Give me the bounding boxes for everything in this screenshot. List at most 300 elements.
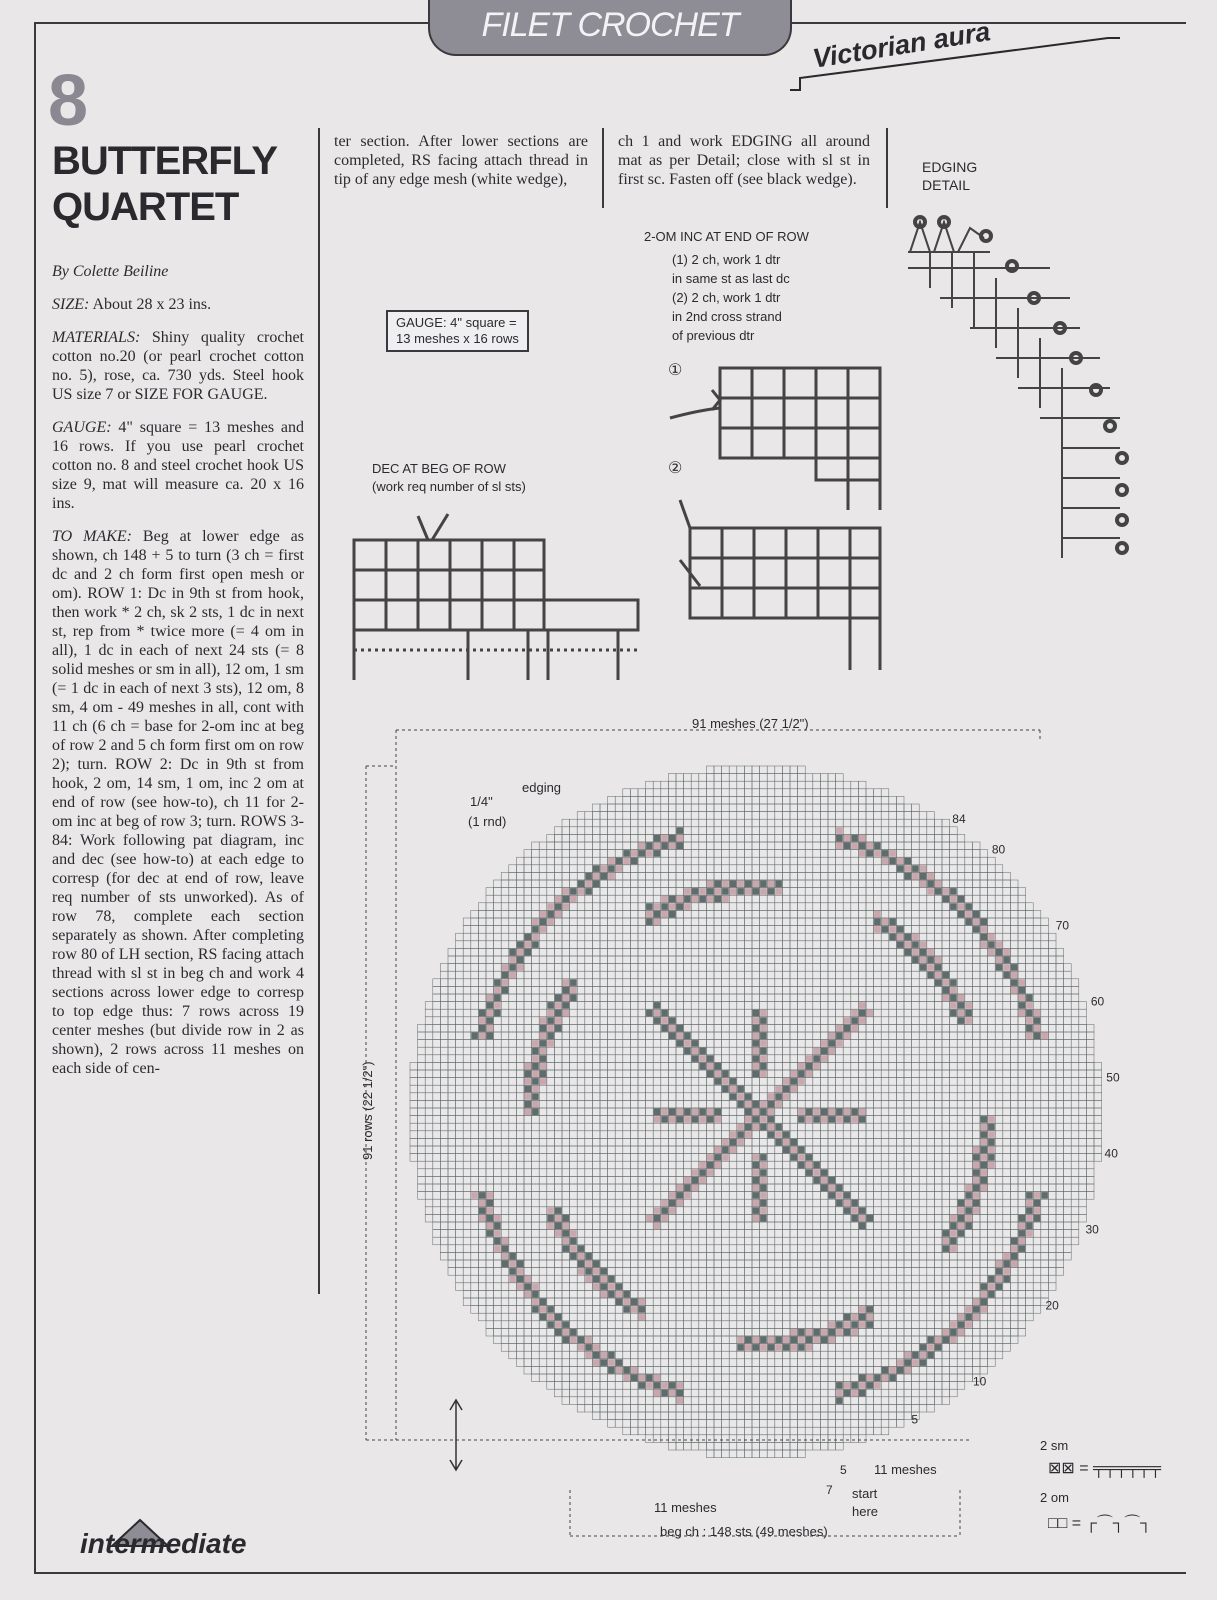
mesh-cell: [585, 842, 593, 850]
mesh-cell: [752, 796, 760, 804]
mesh-cell: [942, 1002, 950, 1010]
mesh-cell: [1033, 1222, 1041, 1230]
mesh-cell: [729, 1002, 737, 1010]
mesh-cell: [1086, 1100, 1094, 1108]
mesh-cell: [995, 1100, 1003, 1108]
mesh-cell: [843, 781, 851, 789]
mesh-cell: [820, 994, 828, 1002]
mesh-cell: [790, 1093, 798, 1101]
mesh-cell: [828, 1070, 836, 1078]
mesh-cell: [950, 1032, 958, 1040]
mesh-cell: [965, 1070, 973, 1078]
mesh-cell: [904, 956, 912, 964]
mesh-cell: [630, 842, 638, 850]
mesh-cell: [828, 1131, 836, 1139]
mesh-cell: [896, 979, 904, 987]
mesh-cell: [874, 895, 882, 903]
mesh-cell: [615, 1062, 623, 1070]
mesh-cell: [608, 926, 616, 934]
mesh-cell: [1048, 933, 1056, 941]
mesh-cell: [896, 1131, 904, 1139]
mesh-cell: [478, 1252, 486, 1260]
mesh-cell: [494, 910, 502, 918]
mesh-cell: [676, 1070, 684, 1078]
mesh-cell: [942, 1146, 950, 1154]
mesh-cell: [995, 1032, 1003, 1040]
mesh-cell: [729, 971, 737, 979]
mesh-cell: [1003, 1116, 1011, 1124]
mesh-cell: [881, 1199, 889, 1207]
mesh-cell: [486, 1085, 494, 1093]
mesh-cell: [478, 1131, 486, 1139]
mesh-cell: [577, 812, 585, 820]
mesh-cell: [456, 1245, 464, 1253]
mesh-cell: [722, 956, 730, 964]
mesh-cell: [919, 979, 927, 987]
mesh-cell: [691, 926, 699, 934]
mesh-cell: [995, 1108, 1003, 1116]
mesh-cell: [904, 1192, 912, 1200]
mesh-cell: [463, 971, 471, 979]
mesh-cell: [668, 1100, 676, 1108]
mesh-cell: [425, 1123, 433, 1131]
mesh-cell: [600, 812, 608, 820]
mesh-cell: [433, 979, 441, 987]
mesh-cell: [798, 1237, 806, 1245]
gauge-box: [386, 310, 529, 352]
mesh-cell: [828, 971, 836, 979]
mesh-cell: [912, 827, 920, 835]
mesh-cell: [858, 1040, 866, 1048]
mesh-cell: [919, 1245, 927, 1253]
mesh-cell: [676, 1176, 684, 1184]
mesh-cell: [661, 1138, 669, 1146]
mesh-cell: [820, 1252, 828, 1260]
mesh-cell: [836, 1085, 844, 1093]
mesh-cell: [661, 880, 669, 888]
mesh-cell: [577, 819, 585, 827]
mesh-cell: [1064, 1169, 1072, 1177]
mesh-cell: [494, 1116, 502, 1124]
mesh-cell: [486, 1040, 494, 1048]
mesh-cell: [934, 1032, 942, 1040]
mesh-cell: [570, 857, 578, 865]
mesh-cell: [1010, 1230, 1018, 1238]
mesh-cell: [775, 1146, 783, 1154]
mesh-cell: [600, 1093, 608, 1101]
mesh-cell: [646, 1123, 654, 1131]
mesh-cell: [744, 781, 752, 789]
mesh-cell: [889, 1184, 897, 1192]
mesh-cell: [691, 796, 699, 804]
mesh-cell: [501, 1070, 509, 1078]
mesh-cell: [623, 872, 631, 880]
mesh-cell: [706, 842, 714, 850]
mesh-cell: [828, 1100, 836, 1108]
mesh-cell: [828, 781, 836, 789]
mesh-cell: [478, 964, 486, 972]
mesh-cell: [539, 941, 547, 949]
mesh-cell: [980, 1040, 988, 1048]
mesh-cell: [638, 1100, 646, 1108]
mesh-cell: [972, 1040, 980, 1048]
mesh-cell: [661, 926, 669, 934]
mesh-cell: [965, 986, 973, 994]
mesh-cell: [448, 1078, 456, 1086]
mesh-cell: [699, 834, 707, 842]
mesh-cell: [889, 1108, 897, 1116]
mesh-cell: [919, 827, 927, 835]
mesh-cell: [509, 880, 517, 888]
mesh-cell: [927, 812, 935, 820]
mesh-cell: [813, 1222, 821, 1230]
mesh-cell: [820, 1024, 828, 1032]
mesh-cell: [1056, 1055, 1064, 1063]
mesh-cell: [775, 789, 783, 797]
mesh-cell: [896, 1093, 904, 1101]
mesh-cell: [653, 1252, 661, 1260]
mesh-cell: [972, 1002, 980, 1010]
mesh-cell: [668, 1184, 676, 1192]
mesh-cell: [919, 994, 927, 1002]
mesh-cell: [1056, 1116, 1064, 1124]
mesh-cell: [516, 1199, 524, 1207]
mesh-cell: [676, 796, 684, 804]
mesh-cell: [790, 789, 798, 797]
mesh-cell: [646, 1230, 654, 1238]
mesh-cell: [714, 796, 722, 804]
mesh-cell: [638, 986, 646, 994]
mesh-cell: [577, 1123, 585, 1131]
mesh-cell: [425, 1032, 433, 1040]
mesh-cell: [516, 857, 524, 865]
mesh-cell: [798, 956, 806, 964]
mesh-cell: [1033, 994, 1041, 1002]
mesh-cell: [881, 1154, 889, 1162]
mesh-cell: [706, 850, 714, 858]
mesh-cell: [813, 888, 821, 896]
mesh-cell: [737, 1078, 745, 1086]
mesh-cell: [950, 933, 958, 941]
mesh-cell: [661, 1252, 669, 1260]
mesh-cell: [1041, 1169, 1049, 1177]
mesh-cell: [889, 1017, 897, 1025]
mesh-cell: [782, 796, 790, 804]
mesh-cell: [881, 1237, 889, 1245]
mesh-cell: [950, 1176, 958, 1184]
mesh-cell: [433, 1237, 441, 1245]
mesh-cell: [805, 926, 813, 934]
mesh-cell: [912, 1146, 920, 1154]
mesh-cell: [509, 910, 517, 918]
mesh-cell: [684, 834, 692, 842]
mesh-cell: [706, 804, 714, 812]
mesh-cell: [995, 986, 1003, 994]
mesh-cell: [592, 888, 600, 896]
mesh-cell: [836, 1017, 844, 1025]
mesh-cell: [775, 979, 783, 987]
mesh-cell: [767, 979, 775, 987]
mesh-cell: [934, 1100, 942, 1108]
mesh-cell: [562, 910, 570, 918]
mesh-cell: [722, 1237, 730, 1245]
mesh-cell: [684, 1154, 692, 1162]
mesh-cell: [554, 1108, 562, 1116]
mesh-cell: [927, 865, 935, 873]
mesh-cell: [646, 789, 654, 797]
mesh-cell: [1056, 1154, 1064, 1162]
mesh-cell: [577, 1070, 585, 1078]
mesh-cell: [570, 1199, 578, 1207]
mesh-cell: [684, 1245, 692, 1253]
mesh-cell: [608, 1055, 616, 1063]
mesh-cell: [820, 857, 828, 865]
mesh-cell: [1003, 1070, 1011, 1078]
mesh-cell: [927, 857, 935, 865]
mesh-cell: [722, 1062, 730, 1070]
mesh-cell: [418, 1055, 426, 1063]
mesh-cell: [896, 1237, 904, 1245]
mesh-cell: [782, 789, 790, 797]
mesh-cell: [805, 1032, 813, 1040]
mesh-cell: [1041, 1047, 1049, 1055]
mesh-cell: [456, 1138, 464, 1146]
mesh-cell: [866, 1017, 874, 1025]
mesh-cell: [934, 1070, 942, 1078]
mesh-cell: [988, 1230, 996, 1238]
mesh-cell: [532, 1154, 540, 1162]
mesh-cell: [653, 979, 661, 987]
mesh-cell: [972, 1123, 980, 1131]
mesh-cell: [942, 1055, 950, 1063]
mesh-cell: [676, 850, 684, 858]
mesh-cell: [775, 948, 783, 956]
mesh-cell: [653, 1070, 661, 1078]
mesh-cell: [448, 948, 456, 956]
mesh-cell: [980, 1245, 988, 1253]
mesh-cell: [942, 1017, 950, 1025]
mesh-cell: [737, 834, 745, 842]
mesh-cell: [1003, 888, 1011, 896]
mesh-cell: [1071, 1108, 1079, 1116]
mesh-cell: [433, 1002, 441, 1010]
mesh-cell: [1064, 1040, 1072, 1048]
mesh-cell: [600, 1009, 608, 1017]
mesh-cell: [440, 1237, 448, 1245]
mesh-cell: [532, 842, 540, 850]
mesh-cell: [1003, 1169, 1011, 1177]
mesh-cell: [448, 956, 456, 964]
mesh-cell: [805, 994, 813, 1002]
mesh-cell: [577, 1207, 585, 1215]
mesh-cell: [471, 1093, 479, 1101]
mesh-cell: [456, 1040, 464, 1048]
mesh-cell: [851, 1222, 859, 1230]
mesh-cell: [828, 1207, 836, 1215]
mesh-cell: [585, 1085, 593, 1093]
mesh-cell: [828, 1009, 836, 1017]
mesh-cell: [471, 1214, 479, 1222]
mesh-cell: [934, 850, 942, 858]
mesh-cell: [874, 1108, 882, 1116]
mesh-cell: [843, 1237, 851, 1245]
mesh-cell: [836, 1176, 844, 1184]
mesh-cell: [1041, 926, 1049, 934]
mesh-cell: [843, 1222, 851, 1230]
mesh-cell: [798, 819, 806, 827]
mesh-cell: [486, 1161, 494, 1169]
mesh-cell: [858, 994, 866, 1002]
mesh-cell: [1079, 1108, 1087, 1116]
section-header: FILET CROCHET: [428, 0, 792, 56]
mesh-cell: [957, 1085, 965, 1093]
mesh-cell: [874, 1055, 882, 1063]
mesh-cell: [866, 827, 874, 835]
mesh-cell: [592, 994, 600, 1002]
mesh-cell: [722, 1116, 730, 1124]
mesh-cell: [661, 1154, 669, 1162]
mesh-cell: [820, 1199, 828, 1207]
mesh-cell: [615, 979, 623, 987]
mesh-cell: [433, 1138, 441, 1146]
mesh-cell: [570, 1093, 578, 1101]
mesh-cell: [478, 1222, 486, 1230]
mesh-cell: [828, 789, 836, 797]
mesh-cell: [608, 1237, 616, 1245]
mesh-cell: [881, 1161, 889, 1169]
mesh-cell: [1048, 1207, 1056, 1215]
mesh-cell: [440, 1078, 448, 1086]
mesh-cell: [798, 850, 806, 858]
mesh-cell: [1094, 1085, 1102, 1093]
mesh-cell: [904, 819, 912, 827]
mesh-cell: [684, 964, 692, 972]
mesh-cell: [463, 1199, 471, 1207]
mesh-cell: [615, 834, 623, 842]
mesh-cell: [737, 1161, 745, 1169]
mesh-cell: [775, 1017, 783, 1025]
mesh-cell: [630, 880, 638, 888]
mesh-cell: [585, 1237, 593, 1245]
mesh-cell: [767, 1230, 775, 1238]
mesh-cell: [775, 956, 783, 964]
mesh-cell: [600, 1100, 608, 1108]
mesh-cell: [676, 926, 684, 934]
mesh-cell: [836, 1131, 844, 1139]
mesh-cell: [836, 994, 844, 1002]
mesh-cell: [934, 1161, 942, 1169]
mesh-cell: [668, 964, 676, 972]
mesh-cell: [547, 1093, 555, 1101]
mesh-cell: [615, 964, 623, 972]
mesh-cell: [1003, 979, 1011, 987]
mesh-cell: [942, 1009, 950, 1017]
mesh-cell: [767, 781, 775, 789]
mesh-cell: [866, 986, 874, 994]
mesh-cell: [950, 1199, 958, 1207]
mesh-cell: [478, 1100, 486, 1108]
mesh-cell: [927, 1070, 935, 1078]
mesh-cell: [919, 1108, 927, 1116]
mesh-cell: [805, 1176, 813, 1184]
mesh-cell: [798, 888, 806, 896]
mesh-cell: [592, 910, 600, 918]
mesh-cell: [600, 842, 608, 850]
mesh-cell: [1026, 1161, 1034, 1169]
mesh-cell: [851, 781, 859, 789]
mesh-cell: [1003, 1047, 1011, 1055]
mesh-cell: [638, 918, 646, 926]
mesh-cell: [623, 941, 631, 949]
mesh-cell: [744, 1245, 752, 1253]
mesh-cell: [661, 986, 669, 994]
mesh-cell: [1003, 1199, 1011, 1207]
mesh-cell: [881, 933, 889, 941]
mesh-cell: [509, 1062, 517, 1070]
mesh-cell: [820, 789, 828, 797]
mesh-cell: [1041, 1108, 1049, 1116]
mesh-cell: [904, 1123, 912, 1131]
mesh-cell: [1094, 1078, 1102, 1086]
mesh-cell: [539, 1252, 547, 1260]
mesh-cell: [972, 1009, 980, 1017]
mesh-cell: [706, 796, 714, 804]
mesh-cell: [463, 1230, 471, 1238]
mesh-cell: [760, 850, 768, 858]
mesh-cell: [988, 1009, 996, 1017]
mesh-cell: [744, 1078, 752, 1086]
mesh-cell: [714, 1230, 722, 1238]
mesh-cell: [896, 1176, 904, 1184]
mesh-cell: [448, 1123, 456, 1131]
mesh-cell: [744, 1009, 752, 1017]
mesh-cell: [1010, 941, 1018, 949]
mesh-cell: [1071, 1062, 1079, 1070]
mesh-cell: [980, 964, 988, 972]
mesh-cell: [524, 1199, 532, 1207]
mesh-cell: [630, 1169, 638, 1177]
mesh-cell: [912, 812, 920, 820]
mesh-cell: [980, 857, 988, 865]
mesh-cell: [547, 1169, 555, 1177]
mesh-cell: [843, 1169, 851, 1177]
mesh-cell: [927, 979, 935, 987]
mesh-cell: [874, 796, 882, 804]
mesh-cell: [471, 1146, 479, 1154]
mesh-cell: [653, 1138, 661, 1146]
mesh-cell: [798, 1176, 806, 1184]
mesh-cell: [638, 812, 646, 820]
mesh-cell: [843, 1002, 851, 1010]
mesh-cell: [554, 1169, 562, 1177]
mesh-cell: [760, 1230, 768, 1238]
mesh-cell: [516, 1222, 524, 1230]
mesh-cell: [980, 850, 988, 858]
mesh-cell: [410, 1062, 418, 1070]
mesh-cell: [934, 1199, 942, 1207]
mesh-cell: [919, 1093, 927, 1101]
mesh-cell: [995, 933, 1003, 941]
mesh-cell: [653, 1085, 661, 1093]
mesh-cell: [744, 1024, 752, 1032]
mesh-cell: [722, 1207, 730, 1215]
size-text: About 28 x 23 ins.: [89, 296, 212, 313]
mesh-cell: [942, 948, 950, 956]
mesh-cell: [828, 910, 836, 918]
mesh-cell: [653, 819, 661, 827]
mesh-cell: [950, 1024, 958, 1032]
mesh-cell: [866, 804, 874, 812]
